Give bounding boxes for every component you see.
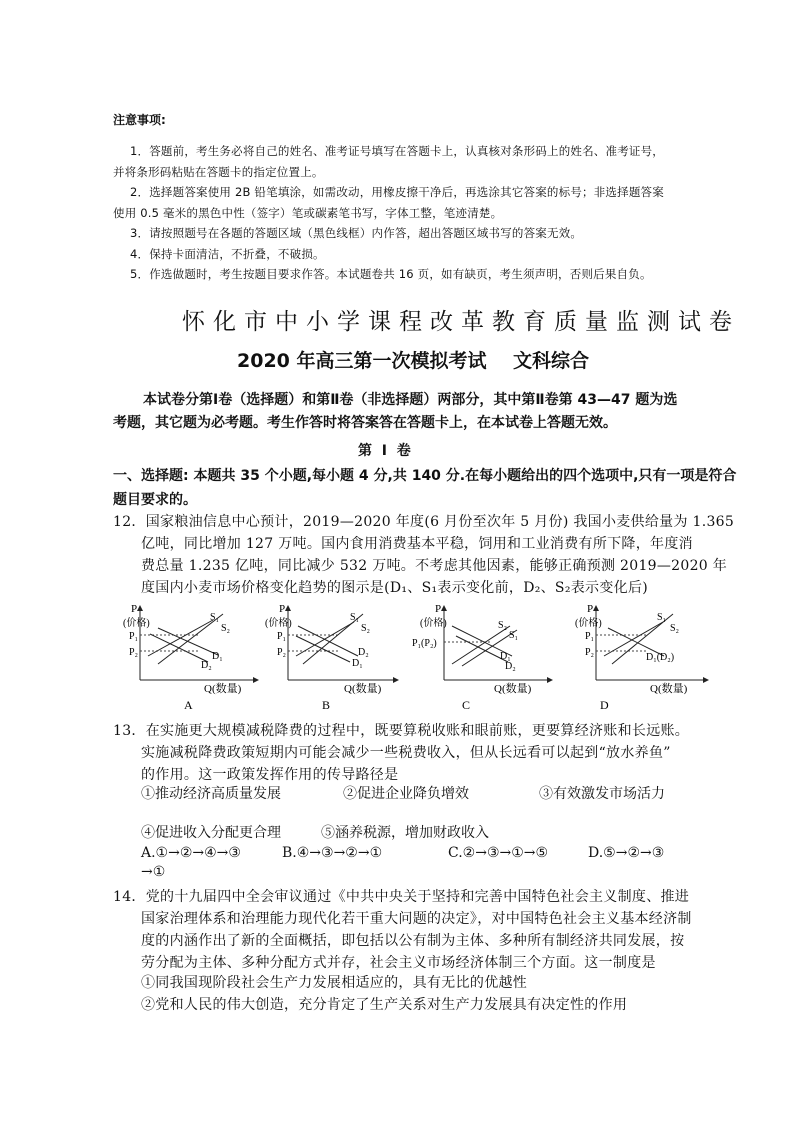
q13-item-4: ④促进收入分配更合理	[141, 825, 281, 841]
graph-b-p-axis: P	[279, 603, 286, 615]
section-title: 第 Ⅰ 卷	[358, 443, 411, 459]
q12-line-2: 亿吨，同比增加 127 万吨。国内食用消费基本平稳，饲用和工业消费有所下降，年度消	[141, 536, 693, 552]
graph-b-p2: P₂	[277, 647, 287, 658]
q14-line-2: 国家治理体系和治理能力现代化若干重大问题的决定》，对中国特色社会主义基本经济制	[141, 911, 692, 927]
graph-a-p-unit: (价格)	[123, 618, 150, 629]
graph-a-d2: D₂	[201, 660, 212, 671]
q12-line-1: 12．国家粮油信息中心预计，2019—2020 年度(6 月份至次年 5 月份) 我国小麦供给量为 1.365	[113, 514, 735, 530]
notice-line-3: 3．请按照题号在各题的答题区域（黑色线框）内作答，超出答题区域书写的答案无效。	[130, 226, 583, 240]
notice-title: 注意事项:	[113, 113, 166, 127]
graph-a-p1: P₁	[129, 631, 139, 642]
q14-item-2: ②党和人民的伟大创造，充分肯定了生产关系对生产力发展具有决定性的作用	[141, 997, 628, 1013]
graph-a-p2: P₂	[129, 647, 139, 658]
graph-c-s2: S₂	[498, 620, 508, 631]
graph-b-p-unit: (价格)	[265, 618, 292, 629]
graph-b-letter: B	[322, 698, 331, 712]
graph-c-p12: P₁(P₂)	[412, 638, 437, 649]
exam-title: 怀化市中小学课程改革教育质量监测试卷	[182, 309, 740, 335]
graph-d-d12: D₁(D₂)	[646, 652, 675, 663]
graph-d-s1: S₁	[657, 612, 667, 623]
graph-a-q-axis: Q(数量)	[204, 683, 242, 695]
graph-b-s2: S₂	[361, 623, 371, 634]
graph-c-p-unit: (价格)	[420, 618, 447, 629]
graph-c-letter: C	[462, 698, 471, 712]
graph-a-p-axis: P	[131, 603, 138, 615]
graph-d-s2: S₂	[670, 623, 680, 634]
notice-line-4: 4．保持卡面清洁，不折叠，不破损。	[130, 247, 325, 261]
graph-a-s2: S₂	[221, 623, 231, 634]
q14-line-4: 劳分配为主体、多种分配方式并存，社会主义市场经济体制三个方面。这一制度是	[141, 955, 656, 971]
q14-line-1: 14．党的十九届四中全会审议通过《中共中央关于坚持和完善中国特色社会主义制度、推进	[113, 889, 690, 905]
q12-line-3: 费总量 1.235 亿吨，同比减少 532 万吨。不考虑其他因素，能够正确预测 2019—2020 年	[141, 558, 728, 574]
q13-item-2: ②促进企业降负增效	[343, 786, 469, 802]
graph-d-p-unit: (价格)	[575, 618, 602, 629]
graph-b-p1: P₁	[277, 631, 287, 642]
graph-a-s1: S₁	[210, 612, 220, 623]
graph-b-q-axis: Q(数量)	[344, 683, 382, 695]
q14-line-3: 度的内涵作出了新的全面概括，即包括以公有制为主体、多种所有制经济共同发展，按	[141, 933, 685, 949]
graph-c-d2: D₂	[505, 661, 516, 672]
q13-item-3: ③有效激发市场活力	[539, 786, 665, 802]
graph-a-letter: A	[184, 698, 193, 712]
graph-c-s1: S₁	[509, 630, 519, 641]
q14-item-1: ①同我国现阶段社会生产力发展相适应的，具有无比的优越性	[141, 975, 528, 991]
q13-option-c: C.②→③→①→⑤	[448, 845, 549, 861]
q13-option-d-wrap: →①	[141, 864, 166, 880]
notice-line-1b: 并将条形码粘贴在答题卡的指定位置上。	[113, 165, 324, 179]
q13-item-5: ⑤涵养税源，增加财政收入	[321, 825, 489, 841]
notice-line-2: 2．选择题答案使用 2B 铅笔填涂，如需改动，用橡皮擦干净后，再选涂其它答案的标号；非选择题答案	[130, 185, 664, 199]
graph-d-p1: P₁	[585, 631, 595, 642]
exam-subtitle: 2020 年高三第一次模拟考试 文科综合	[237, 350, 589, 372]
graph-c-d1: D₁	[500, 651, 511, 662]
notice-line-1: 1．答题前，考生务必将自己的姓名、准考证号填写在答题卡上，认真核对条形码上的姓名、准考证号，	[130, 144, 665, 158]
q13-option-a: A.①→②→④→③	[141, 845, 241, 861]
graph-c	[412, 600, 562, 712]
graph-b-s1: S₁	[350, 612, 360, 623]
q13-item-1: ①推动经济高质量发展	[141, 786, 281, 802]
graph-d-q-axis: Q(数量)	[650, 683, 688, 695]
graph-a	[123, 600, 278, 712]
graph-b-d1: D₁	[352, 658, 363, 669]
graph-b	[265, 600, 418, 712]
notice-line-5: 5．作选做题时，考生按题目要求作答。本试题卷共 16 页，如有缺页，考生须声明，否则后果自负。	[130, 267, 652, 281]
section-instruction-2: 题目要求的。	[113, 492, 197, 508]
intro-line-2: 考题，其它题为必考题。考生作答时将答案答在答题卡上，在本试卷上答题无效。	[113, 415, 617, 431]
graph-c-p-axis: P	[435, 603, 442, 615]
q13-option-b: B.④→③→②→①	[282, 845, 383, 861]
graph-d-letter: D	[600, 698, 609, 712]
q13-option-d: D.⑤→②→③	[588, 845, 665, 861]
q12-line-4: 度国内小麦市场价格变化趋势的图示是(D₁、S₁表示变化前，D₂、S₂表示变化后)	[141, 580, 649, 596]
intro-line-1: 本试卷分第Ⅰ卷（选择题）和第Ⅱ卷（非选择题）两部分，其中第Ⅱ卷第 43—47 题为选	[143, 392, 678, 408]
graph-d	[575, 600, 728, 712]
graph-b-d2: D₂	[358, 647, 369, 658]
graph-d-p-axis: P	[587, 603, 594, 615]
q13-line-3: 的作用。这一政策发挥作用的传导路径是	[141, 767, 399, 783]
section-instruction-1: 一、选择题: 本题共 35 个小题,每小题 4 分,共 140 分.在每小题给出的四个选项中,只有一项是符合	[113, 468, 737, 484]
q13-line-2: 实施减税降费政策短期内可能会减少一些税费收入，但从长远看可以起到“放水养鱼”	[141, 745, 671, 761]
q13-line-1: 13．在实施更大规模减税降费的过程中，既要算税收账和眼前账，更要算经济账和长远账。	[113, 723, 690, 739]
graph-c-q-axis: Q(数量)	[494, 683, 532, 695]
graph-d-p2: P₂	[585, 647, 595, 658]
graph-a-d1: D₁	[212, 651, 223, 662]
notice-line-2b: 使用 0.5 毫米的黑色中性（签字）笔或碳素笔书写，字体工整，笔迹清楚。	[113, 206, 503, 220]
